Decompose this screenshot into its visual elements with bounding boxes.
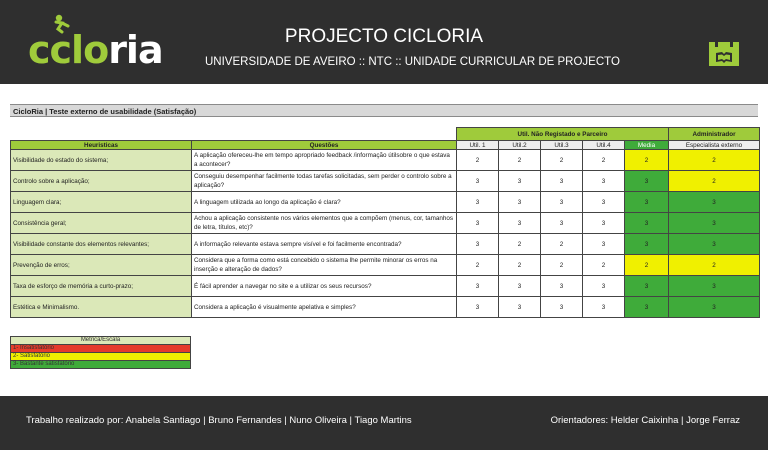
score-cell: 2 bbox=[499, 255, 541, 276]
score-cell: 3 bbox=[541, 213, 583, 234]
score-cell: 3 bbox=[583, 234, 625, 255]
score-cell: 2 bbox=[457, 255, 499, 276]
media-cell: 3 bbox=[625, 297, 669, 318]
column-header-external-specialist: Especialista externo bbox=[669, 141, 760, 150]
legend-item-satisfactory: 2- Satisfatório bbox=[11, 353, 191, 361]
table-row bbox=[11, 213, 760, 234]
score-cell: 3 bbox=[499, 171, 541, 192]
header-bar bbox=[0, 0, 768, 84]
table-row bbox=[11, 171, 760, 192]
score-cell: 3 bbox=[499, 213, 541, 234]
score-cell: 3 bbox=[583, 213, 625, 234]
column-header-questions: Questões bbox=[192, 141, 457, 150]
score-cell: 2 bbox=[457, 150, 499, 171]
heuristic-cell: Taxa de esforço de memória a curto-prazo; bbox=[11, 276, 192, 297]
group-header-admin: Administrador bbox=[669, 128, 760, 141]
column-header-user-2: Util.2 bbox=[499, 141, 541, 150]
admin-score-cell: 2 bbox=[669, 150, 760, 171]
question-cell: É fácil aprender a navegar no site e a utilizar os seus recursos? bbox=[192, 276, 457, 297]
heuristic-cell: Consistência geral; bbox=[11, 213, 192, 234]
question-cell: Considera a aplicação é visualmente apelativa e simples? bbox=[192, 297, 457, 318]
score-cell: 3 bbox=[583, 192, 625, 213]
legend-item-unsatisfactory: 1- Insatisfatório bbox=[11, 345, 191, 353]
sheet-title: CicloRia | Teste externo de usabilidade (Satisfação) bbox=[10, 104, 758, 117]
column-header-user-4: Util.4 bbox=[583, 141, 625, 150]
media-cell: 3 bbox=[625, 213, 669, 234]
page-subtitle: UNIVERSIDADE DE AVEIRO :: NTC :: UNIDADE CURRICULAR DE PROJECTO bbox=[205, 56, 620, 68]
group-header-users: Util. Não Registado e Parceiro bbox=[457, 128, 669, 141]
column-header-user-1: Util. 1 bbox=[457, 141, 499, 150]
admin-score-cell: 3 bbox=[669, 297, 760, 318]
footer-credits: Trabalho realizado por: Anabela Santiago | Bruno Fernandes | Nuno Oliveira | Tiago Martins bbox=[26, 415, 412, 426]
score-cell: 2 bbox=[541, 234, 583, 255]
question-cell: Achou a aplicação consistente nos vários elementos que a compõem (menus, cor, tamanhos de letra, títulos, etc)? bbox=[192, 213, 457, 234]
legend-table bbox=[10, 336, 191, 369]
column-header-heuristics: Heuristicas bbox=[11, 141, 192, 150]
legend-item-very-satisfactory: 3- Bastante satisfatório bbox=[11, 361, 191, 369]
score-cell: 2 bbox=[499, 150, 541, 171]
media-cell: 3 bbox=[625, 192, 669, 213]
heuristic-cell: Controlo sobre a aplicação; bbox=[11, 171, 192, 192]
legend-title: Metrica/Escala bbox=[11, 337, 191, 345]
question-cell: Considera que a forma como está concebido o sistema lhe permite minorar os erros na inserção e alteração de dados? bbox=[192, 255, 457, 276]
page-title: PROJECTO CICLORIA bbox=[284, 26, 484, 47]
question-cell: A aplicação ofereceu-lhe em tempo apropriado feedback /informação útilsobre o que estava a acontecer? bbox=[192, 150, 457, 171]
media-cell: 3 bbox=[625, 276, 669, 297]
admin-score-cell: 3 bbox=[669, 192, 760, 213]
table-row bbox=[11, 150, 760, 171]
score-cell: 2 bbox=[583, 150, 625, 171]
score-cell: 3 bbox=[457, 297, 499, 318]
admin-score-cell: 2 bbox=[669, 171, 760, 192]
admin-score-cell: 3 bbox=[669, 234, 760, 255]
question-cell: Conseguiu desempenhar facilmente todas tarefas solicitadas, sem perder o controlo sobre a aplicação? bbox=[192, 171, 457, 192]
heuristic-cell: Estética e Minimalismo. bbox=[11, 297, 192, 318]
score-cell: 3 bbox=[457, 234, 499, 255]
score-cell: 3 bbox=[457, 192, 499, 213]
score-cell: 2 bbox=[541, 150, 583, 171]
score-cell: 3 bbox=[499, 297, 541, 318]
score-cell: 3 bbox=[499, 276, 541, 297]
column-header-user-3: Util.3 bbox=[541, 141, 583, 150]
score-cell: 3 bbox=[457, 213, 499, 234]
admin-score-cell: 3 bbox=[669, 276, 760, 297]
table-row bbox=[11, 297, 760, 318]
score-cell: 2 bbox=[583, 255, 625, 276]
footer-advisors: Orientadores: Helder Caixinha | Jorge Ferraz bbox=[550, 415, 740, 426]
score-cell: 3 bbox=[457, 171, 499, 192]
media-cell: 2 bbox=[625, 255, 669, 276]
university-emblem-icon bbox=[708, 38, 740, 68]
footer-bar bbox=[0, 396, 768, 450]
table-row bbox=[11, 276, 760, 297]
heuristic-cell: Linguagem clara; bbox=[11, 192, 192, 213]
score-cell: 3 bbox=[457, 276, 499, 297]
score-cell: 2 bbox=[541, 255, 583, 276]
table-row bbox=[11, 192, 760, 213]
logo-wordmark: ccloria bbox=[28, 28, 163, 72]
score-cell: 3 bbox=[541, 276, 583, 297]
media-cell: 3 bbox=[625, 234, 669, 255]
heuristic-cell: Prevenção de erros; bbox=[11, 255, 192, 276]
column-header-media: Media bbox=[625, 141, 669, 150]
heuristic-cell: Visibilidade do estado do sistema; bbox=[11, 150, 192, 171]
satisfaction-table bbox=[10, 127, 760, 318]
question-cell: A linguagem utilizada ao longo da aplicação é clara? bbox=[192, 192, 457, 213]
score-cell: 3 bbox=[541, 297, 583, 318]
question-cell: A informação relevante estava sempre visível e foi facilmente encontrada? bbox=[192, 234, 457, 255]
table-row bbox=[11, 255, 760, 276]
score-cell: 3 bbox=[583, 276, 625, 297]
score-cell: 3 bbox=[583, 171, 625, 192]
score-cell: 2 bbox=[499, 234, 541, 255]
media-cell: 2 bbox=[625, 150, 669, 171]
score-cell: 3 bbox=[541, 192, 583, 213]
score-cell: 3 bbox=[541, 171, 583, 192]
heuristic-cell: Visibilidade constante dos elementos relevantes; bbox=[11, 234, 192, 255]
table-row bbox=[11, 234, 760, 255]
admin-score-cell: 2 bbox=[669, 255, 760, 276]
score-cell: 3 bbox=[583, 297, 625, 318]
admin-score-cell: 3 bbox=[669, 213, 760, 234]
media-cell: 3 bbox=[625, 171, 669, 192]
score-cell: 3 bbox=[499, 192, 541, 213]
